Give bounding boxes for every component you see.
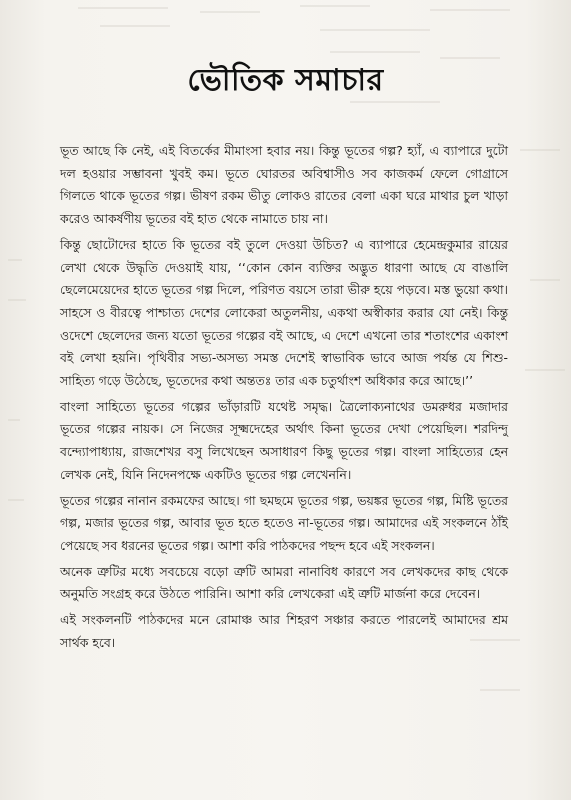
paragraph: ভূতের গল্পের নানান রকমফের আছে। গা ছমছমে ভূতের গল্প, ভয়ঙ্কর ভূতের গল্প, মিষ্টি ভূতের গল্প, মজার ভূতের গল্প, আবার ভূত হতে হতেও না-ভূতের গল্প। আমাদের এই সংকলনে ঠাঁই পেয়েছে সব ধরনের ভূতের গল্প। আশা করি পাঠকদের পছন্দ হবে এই সংকলন। [60, 492, 508, 553]
paragraph: বাংলা সাহিত্যে ভূতের গল্পের ভাঁড়ারটি যথেষ্ট সমৃদ্ধ। ত্রৈলোক্যনাথের ডমরুধর মজাদার ভূতের গল্পের নায়ক। সে নিজের সূক্ষ্মদেহের অর্থাৎ কিনা ভূতের দেখা পেয়েছিল। শরদিন্দু বন্দ্যোপাধ্যায়, রাজশেখর বসু লিখেছেন অসাধারণ কিছু ভূতের গল্প। বাংলা সাহিত্যের হেন লেখক নেই, যিনি নিদেনপক্ষে একটিও ভূতের গল্প লেখেননি। [60, 398, 508, 482]
paragraph: কিন্তু ছোটোদের হাতে কি ভূতের বই তুলে দেওয়া উচিত? এ ব্যাপারে হেমেন্দ্রকুমার রায়ের লেখা থেকে উদ্ধৃতি দেওয়াই যায়, ‘‘কোন কোন ব্যক্তির অদ্ভুত ধারণা আছে যে বাঙালি ছেলেমেয়েদের হাতে ভূতের গল্প দিলে, পরিণত বয়সে তারা ভীরু হয়ে পড়বে। মস্ত ভুয়ো কথা। সাহসে ও বীরত্বে পাশ্চাত্য দেশের লোকেরা অতুলনীয়, একথা অস্বীকার করার যো নেই। কিন্তু ওদেশে ছেলেদের জন্য যতো ভূতের গল্পের বই আছে, এ দেশে এখনো তার শতাংশের একাংশ বই লেখা হয়নি। পৃথিবীর সভ্য-অসভ্য সমস্ত দেশেই স্বাভাবিক ভাবে আজ পর্যন্ত যে শিশু-সাহিত্য গড়ে উঠেছে, ভূতেদের কথা অন্ততঃ তার এক চতুর্থাংশ অধিকার করে আছে।’’ [60, 236, 508, 389]
body-text [60, 140, 508, 654]
paragraph: অনেক ত্রুটির মধ্যে সবচেয়ে বড়ো ত্রুটি আমরা নানাবিধ কারণে সব লেখকদের কাছ থেকে অনুমতি সংগ্রহ করে উঠতে পারিনি। আশা করি লেখকেরা এই ত্রুটি মার্জনা করে দেবেন। [60, 563, 508, 602]
paragraph: ভূত আছে কি নেই, এই বিতর্কের মীমাংসা হবার নয়। কিন্তু ভূতের গল্প? হ্যাঁ, এ ব্যাপারে দুটো দল হওয়ার সম্ভাবনা খুবই কম। ভূতে ঘোরতর অবিশ্বাসীও সব কাজকর্ম ফেলে গোগ্রাসে গিলতে থাকে ভূতের গল্প। ভীষণ রকম ভীতু লোকও রাতের বেলা একা ঘরে মাথার চুল খাড়া করেও আকর্ষণীয় ভূতের বই হাত থেকে নামাতে চায় না। [60, 143, 508, 227]
page-title: ভৌতিক সমাচার [187, 63, 384, 98]
paragraph: এই সংকলনটি পাঠকদের মনে রোমাঞ্চ আর শিহরণ সঞ্চার করতে পারলেই আমাদের শ্রম সার্থক হবে। [60, 612, 508, 650]
